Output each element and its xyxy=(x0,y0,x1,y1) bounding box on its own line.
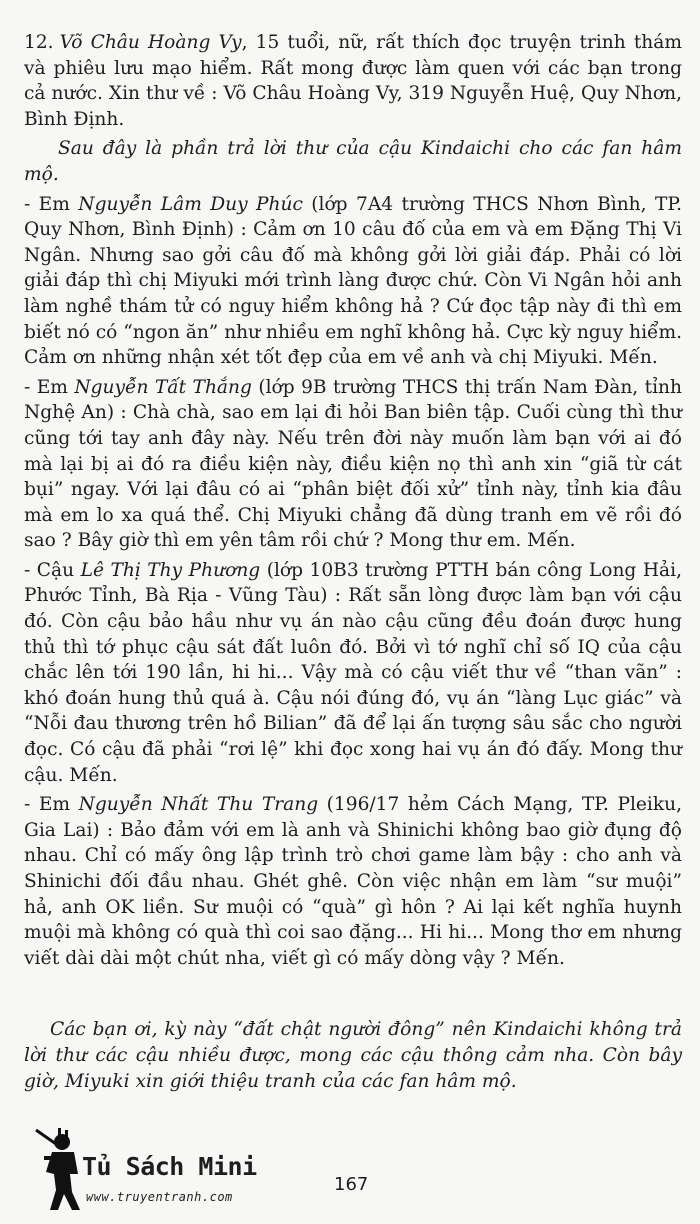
reply-3 xyxy=(24,558,682,788)
closing-note: Các bạn ơi, kỳ này “đất chật người đông” nên Kindaichi không trả lời thư các cậu nhiều được, mong các cậu thông cảm nha. Còn bây giờ, Miyuki xin giới thiệu tranh của các fan hâm mộ. xyxy=(24,1019,682,1092)
page-text xyxy=(24,30,682,1094)
page-footer xyxy=(0,1122,700,1224)
entry-12 xyxy=(24,30,682,132)
logo-url: www.truyentranh.com xyxy=(86,1190,233,1204)
reply-prefix: - Em xyxy=(24,794,79,816)
reply-text: (lớp 9B trường THCS thị trấn Nam Đàn, tỉnh Nghệ An) : Chà chà, sao em lại đi hỏi Ban biên tập. Cuối cùng thì thư cũng tới tay anh đây này. Nếu trên đời này muốn làm bạn với ai đó mà lại bị ai đó ra điều kiện này, điều kiện nọ thì anh xin “giã từ cát bụi” ngay. Với lại đâu có ai “phân biệt đối xử” tỉnh này, tỉnh kia đâu mà em lo xa quá thể. Chị Miyuki chẳng đã dùng tranh em vẽ rồi đó sao ? Bây giờ thì em yên tâm rồi chứ ? Mong thư em. Mến. xyxy=(24,376,683,552)
reply-name: Nguyễn Tất Thắng xyxy=(74,376,252,398)
page-number: 167 xyxy=(334,1174,369,1195)
reply-1 xyxy=(24,192,682,371)
entry-text: , 15 tuổi, nữ, rất thích đọc truyện trinh thám và phiêu lưu mạo hiểm. Rất mong được làm quen với các bạn trong cả nước. Xin thư về : Võ Châu Hoàng Vy, 319 Nguyễn Huệ, Quy Nhơn, Bình Định. xyxy=(24,32,683,130)
entry-number: 12. xyxy=(24,32,54,53)
reply-name: Lê Thị Thy Phương xyxy=(80,559,261,581)
logo-title: Tủ Sách Mini xyxy=(82,1152,257,1181)
reply-prefix: - Em xyxy=(24,376,75,398)
reply-prefix: - Em xyxy=(24,193,79,215)
reply-text: (lớp 10B3 trường PTTH bán công Long Hải, Phước Tỉnh, Bà Rịa - Vũng Tàu) : Rất sẵn lòng được làm bạn với cậu đó. Còn cậu bảo hầu như vụ án nào cậu cũng đều đoán được hung thủ thì tớ phục cậu sát đất luôn đó. Bởi vì tớ nghĩ chỉ số IQ của cậu chắc lên tới 190 lần, hi hi... Vậy mà có cậu viết thư về “than vãn” : khó đoán hung thủ quá à. Cậu nói đúng đó, vụ án “làng Lục giác” và “Nỗi đau thương trên hồ Bilian” đã để lại ấn tượng sâu sắc cho người đọc. Có cậu đã phải “rơi lệ” khi đọc xong hai vụ án đó đấy. Mong thư cậu. Mến. xyxy=(24,559,682,786)
reply-name: Nguyễn Nhất Thu Trang xyxy=(78,794,319,816)
reply-prefix: - Cậu xyxy=(24,559,81,581)
reply-4 xyxy=(24,792,682,971)
entry-name: Võ Châu Hoàng Vy xyxy=(59,32,242,53)
reply-name: Nguyễn Lâm Duy Phúc xyxy=(78,193,303,215)
reply-text: (196/17 hẻm Cách Mạng, TP. Pleiku, Gia Lai) : Bảo đảm với em là anh và Shinichi không bao giờ đụng độ nhau. Chỉ có mấy ông lập trình trò chơi game làm bậy : cho anh và Shinichi đối đầu nhau. Ghét ghê. Còn việc nhận em làm “sư muội” hả, anh OK liền. Sư muội có “quà” gì hôn ? Ai lại kết nghĩa huynh muội mà không có quà thì coi sao đặng... Hi hi... Mong thơ em nhưng viết dài dài một chút nha, viết gì có mấy dòng vậy ? Mến. xyxy=(24,794,682,969)
intro-line: Sau đây là phần trả lời thư của cậu Kindaichi cho các fan hâm mộ. xyxy=(24,138,682,185)
reply-2 xyxy=(24,375,682,554)
reply-text: (lớp 7A4 trường THCS Nhơn Bình, TP. Quy Nhơn, Bình Định) : Cảm ơn 10 câu đố của em và em Đặng Thị Vi Ngân. Nhưng sao gởi câu đố mà không gởi lời giải đáp. Phải có lời giải đáp thì chị Miyuki mới trình làng được chứ. Còn Vi Ngân hỏi anh làm nghề thám tử có nguy hiểm không hả ? Cứ đọc tập này đi thì em biết nó có “ngon ăn” như nhiều em nghĩ không hả. Cực kỳ nguy hiểm. Cảm ơn những nhận xét tốt đẹp của em về anh và chị Miyuki. Mến. xyxy=(24,193,683,369)
